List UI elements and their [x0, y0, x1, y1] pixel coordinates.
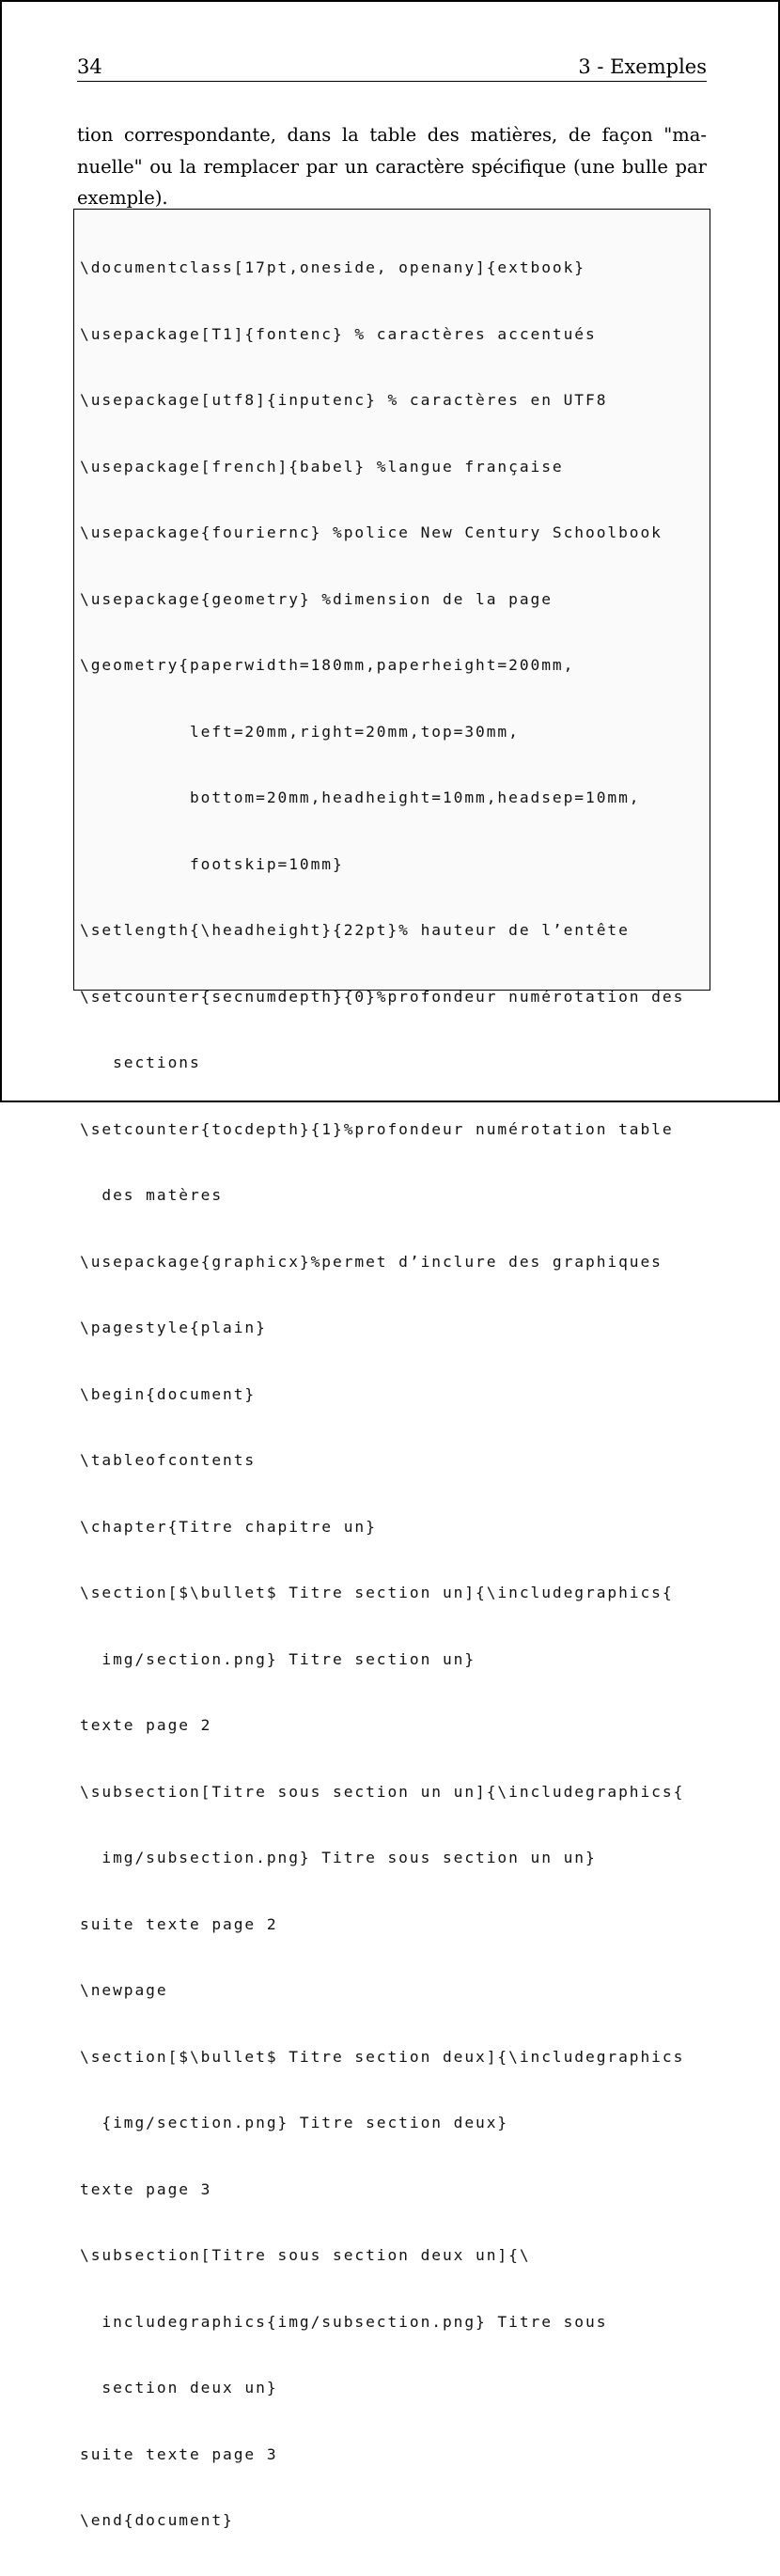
code-line: img/section.png} Titre section un} [80, 1649, 476, 1668]
code-line: \tableofcontents [80, 1451, 257, 1469]
code-line: sections [80, 1054, 201, 1071]
code-line: \geometry{paperwidth=180mm,paperheight=200mm, [80, 656, 575, 674]
code-line: \subsection[Titre sous section deux un]{\ [80, 2246, 531, 2264]
code-line: texte page 3 [80, 2179, 212, 2198]
code-line: \pagestyle{plain} [80, 1319, 267, 1336]
page-number: 34 [77, 55, 102, 78]
code-line: footskip=10mm} [80, 854, 344, 873]
code-line: \begin{document} [80, 1384, 257, 1403]
code-line: includegraphics{img/subsection.png} Titre sous [80, 2312, 608, 2331]
code-line: \setcounter{tocdepth}{1}%profondeur numérotation table [80, 1119, 674, 1138]
code-line: img/subsection.png} Titre sous section un un} [80, 1849, 597, 1866]
code-line: section deux un} [80, 2379, 278, 2396]
code-line: left=20mm,right=20mm,top=30mm, [80, 722, 520, 741]
code-line: \end{document} [80, 2511, 234, 2529]
code-line: \usepackage[french]{babel} %langue française [80, 457, 564, 476]
page-header [77, 53, 707, 82]
code-line: \section[$\bullet$ Titre section un]{\includegraphics{ [80, 1584, 674, 1601]
code-line: \newpage [80, 1981, 168, 1999]
code-line: {img/section.png} Titre section deux} [80, 2114, 509, 2131]
code-line: \usepackage{graphicx}%permet d’inclure des graphiques [80, 1252, 663, 1271]
code-line: \documentclass[17pt,oneside, openany]{extbook} [80, 258, 586, 276]
code-line: \subsection[Titre sous section un un]{\includegraphics{ [80, 1782, 685, 1801]
body-line: exemple). [77, 187, 168, 209]
body-line: tion correspondante, dans la table des matières, de façon "ma- [77, 124, 707, 146]
body-paragraph [77, 119, 707, 214]
code-line: \setlength{\headheight}{22pt}% hauteur de l’entête [80, 921, 630, 939]
code-line: \chapter{Titre chapitre un} [80, 1517, 377, 1536]
code-line: \usepackage[T1]{fontenc} % caractères accentués [80, 324, 597, 343]
code-line: \setcounter{secnumdepth}{0}%profondeur numérotation des [80, 987, 685, 1006]
code-line: \usepackage{geometry} %dimension de la page [80, 589, 553, 608]
code-line: \section[$\bullet$ Titre section deux]{\includegraphics [80, 2047, 685, 2066]
code-line: des matères [80, 1186, 224, 1204]
code-line: suite texte page 3 [80, 2444, 278, 2463]
code-line: \usepackage[utf8]{inputenc} % caractères en UTF8 [80, 391, 608, 409]
body-line: nuelle" ou la remplacer par un caractère spécifique (une bulle par [77, 155, 707, 178]
code-line: suite texte page 2 [80, 1914, 278, 1933]
running-title: 3 - Exemples [578, 55, 707, 78]
code-line: texte page 2 [80, 1716, 212, 1734]
code-listing [73, 209, 710, 2529]
code-lines [80, 212, 684, 2576]
code-line: bottom=20mm,headheight=10mm,headsep=10mm, [80, 788, 641, 806]
code-line: \usepackage{fouriernc} %police New Century Schoolbook [80, 523, 663, 541]
